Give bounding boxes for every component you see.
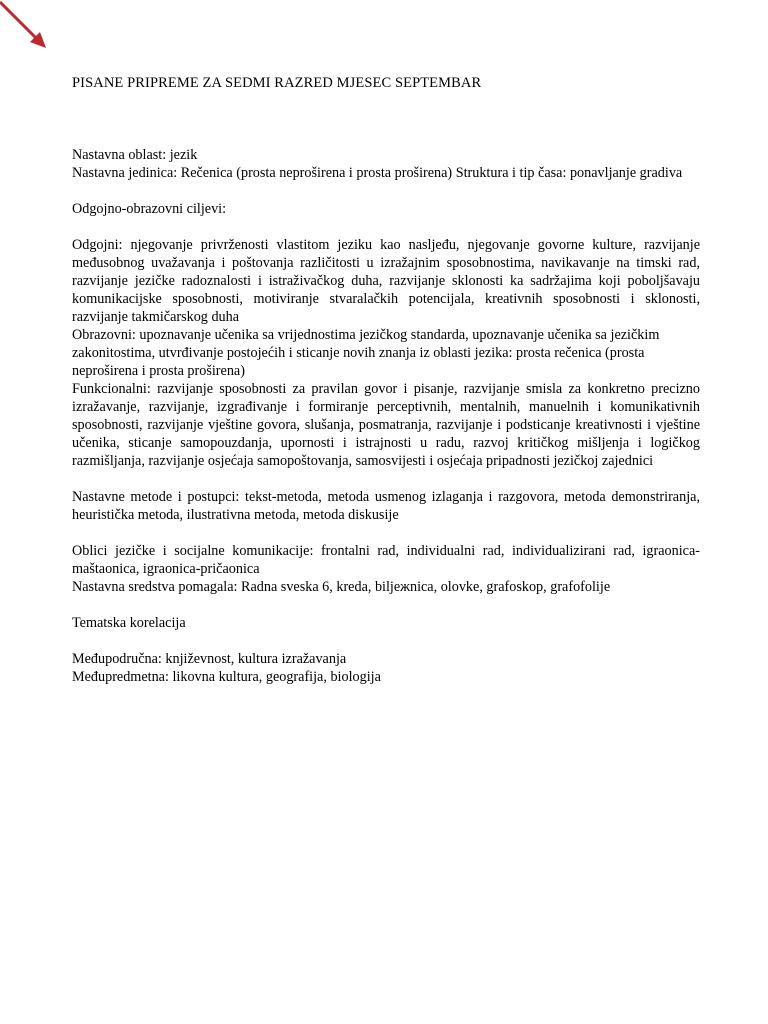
medjupredmetna-korelacija: Međupredmetna: likovna kultura, geografija, biologija [72,669,381,685]
korelacija-heading: Tematska korelacija [72,615,186,631]
nastavne-metode: Nastavne metode i postupci: tekst-metoda, metoda usmenog izlaganja i razgovora, metoda demonstriranja, heuristička metoda, ilustrativna metoda, metoda diskusije [72,489,700,523]
nastavna-jedinica: Nastavna jedinica: Rečenica (prosta neproširena i prosta proširena) Struktura i tip časa: ponavljanje gradiva [72,165,683,181]
oblici-komunikacije: Oblici jezičke i socijalne komunikacije: frontalni rad, individualni rad, individualizirani rad, igraonica-maštaonica, igraonica-pričaonica [72,543,700,577]
medjupodrucna-korelacija: Međupodručna: književnost, kultura izražavanja [72,651,347,667]
funkcionalni-ciljevi: Funkcionalni: razvijanje sposobnosti za pravilan govor i pisanje, razvijanje smisla za konkretno precizno izražavanje, razvijanje, izgrađivanje i formiranje perceptivnih, mentalnih, manuelnih i komunikativnih sposobnosti, razvijanje vještine govora, slušanja, posmatranja, razvijanje i podsticanje kreativnosti i vještine učenika, sticanje samopouzdanja, upornosti i istrajnosti u radu, razvoj kritičkog mišljenja i logičkog razmišljanja, razvijanje osjećaja samopoštovanja, samosvijesti i osjećaja pripadnosti jezičkoj zajednici [72,381,700,469]
document-title: PISANE PRIPREME ZA SEDMI RAZRED MJESEC SEPTEMBAR [72,75,482,91]
ciljevi-heading: Odgojno-obrazovni ciljevi: [72,201,227,217]
document-page [72,74,700,686]
nastavna-sredstva: Nastavna sredstva pomagala: Radna sveska 6, kreda, biljежnica, olovke, grafoskop, grafofolije [72,579,611,595]
arrow-icon [0,0,52,52]
nastavna-oblast: Nastavna oblast: jezik [72,147,198,163]
odgojni-ciljevi: Odgojni: njegovanje privrženosti vlastitom jeziku kao nasljeđu, njegovanje govorne kulture, razvijanje međusobnog uvažavanja i poštovanja različitosti u izražajnim sposobnostima, navikavanje na timski rad, razvijanje jezičke radoznalosti i istraživačkog duha, razvijanje sklonosti ka sadržajima koji poboljšavaju komunikacijske sposobnosti, motiviranje stvaralačkih potencijala, kreativnih sposobnosti i sklonosti, razvijanje takmičarskog duha [72,237,700,325]
obrazovni-ciljevi: Obrazovni: upoznavanje učenika sa vrijednostima jezičkog standarda, upoznavanje učenika sa jezičkim zakonitostima, utvrđivanje postojećih i sticanje novih znanja iz oblasti jezika: prosta rečenica (prosta neproširena i prosta proširena) [72,327,660,379]
